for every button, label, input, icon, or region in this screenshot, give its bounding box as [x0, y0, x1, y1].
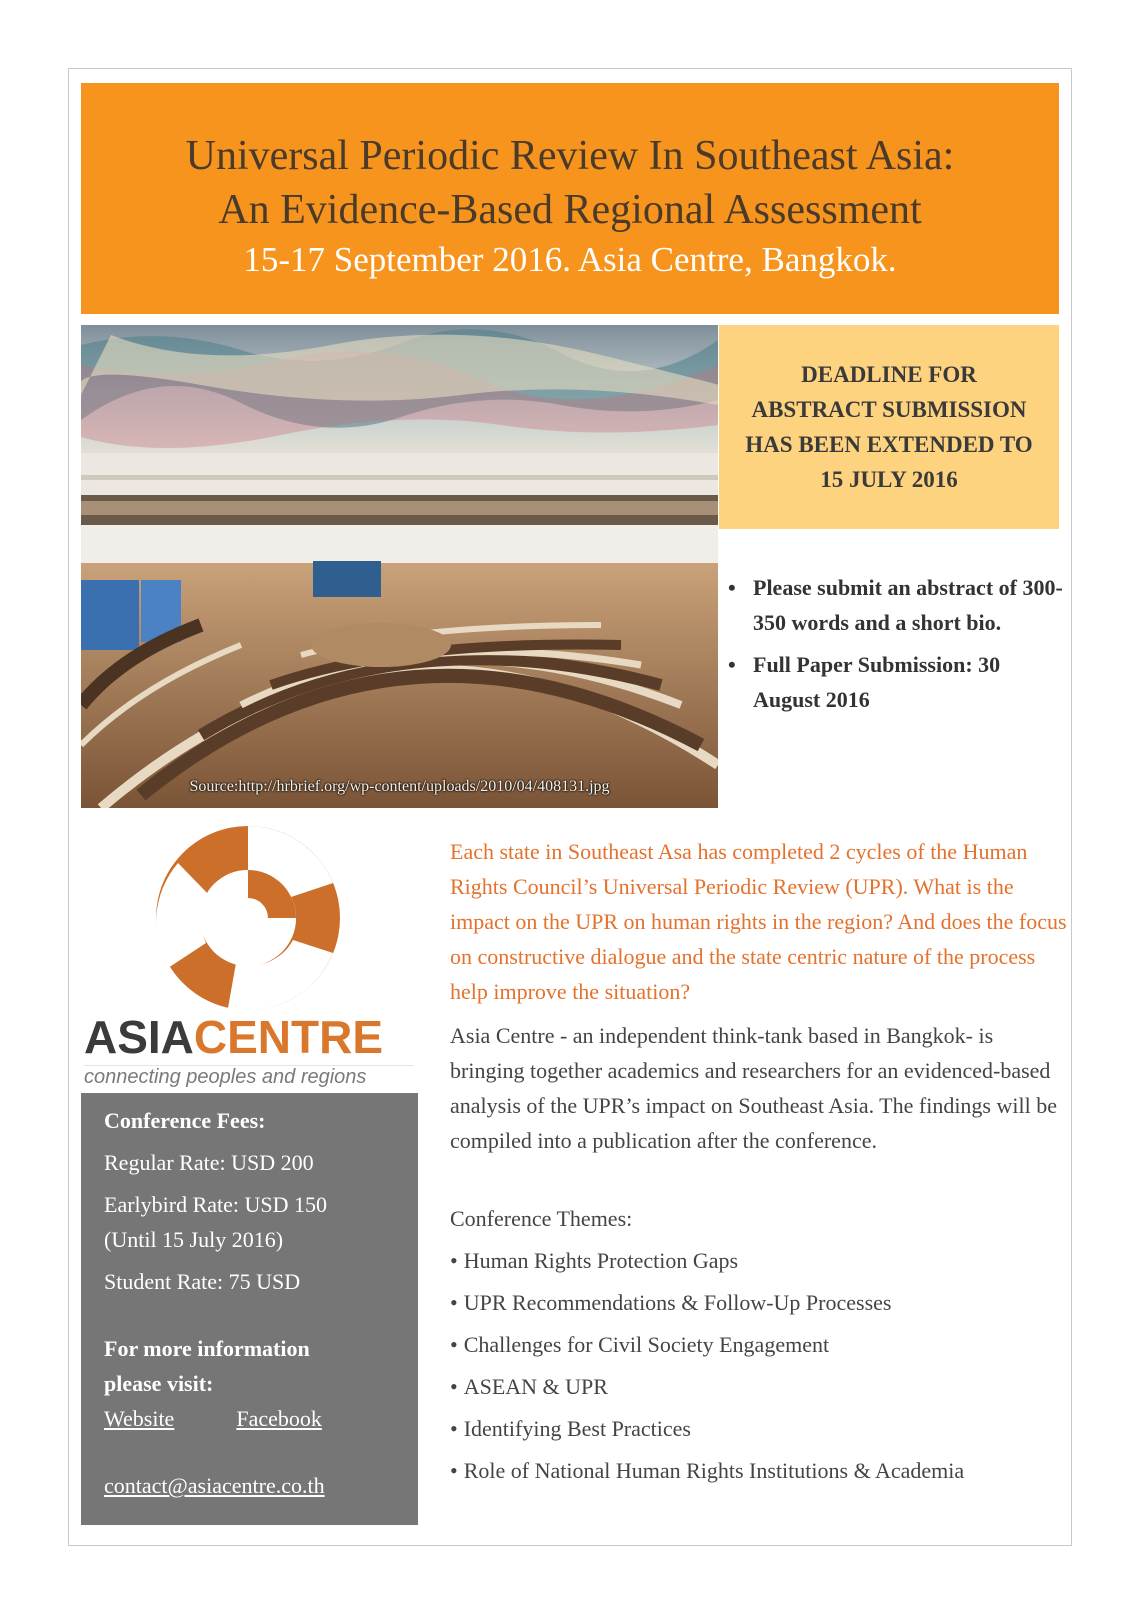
info-heading-line-2: please visit:: [104, 1371, 214, 1396]
submission-full-paper: Full Paper Submission: 30 August 2016: [753, 652, 1001, 712]
bullet-icon: •: [450, 1458, 458, 1483]
logo-tagline: connecting peoples and regions: [84, 1065, 414, 1089]
conference-fees-panel: [81, 1093, 418, 1525]
themes-heading: Conference Themes:: [450, 1206, 633, 1231]
earlybird-note: (Until 15 July 2016): [104, 1227, 284, 1252]
bullet-icon: •: [450, 1374, 458, 1399]
theme-item: UPR Recommendations & Follow-Up Processes: [463, 1290, 892, 1315]
list-item: [450, 1369, 1070, 1404]
deadline-line-1: DEADLINE FOR: [801, 362, 977, 387]
list-item: [723, 570, 1063, 640]
contact-line: [104, 1468, 418, 1503]
logo-wordmark: [84, 1011, 414, 1063]
assembly-hall-illustration: [81, 325, 718, 808]
title-line-1: Universal Periodic Review In Southeast Asia:: [185, 133, 955, 179]
bullet-icon: •: [450, 1290, 458, 1315]
submission-abstract: Please submit an abstract of 300-350 words and a short bio.: [753, 575, 1063, 635]
list-item: [450, 1243, 1070, 1278]
bullet-icon: •: [450, 1332, 458, 1357]
themes-list: [450, 1243, 1070, 1495]
deadline-line-4: 15 JULY 2016: [820, 467, 958, 492]
theme-item: Human Rights Protection Gaps: [463, 1248, 739, 1273]
title-line-2: An Evidence-Based Regional Assessment: [218, 187, 922, 233]
header-banner: [81, 83, 1059, 314]
assembly-hall-photo: [81, 325, 718, 808]
deadline-line-3: HAS BEEN EXTENDED TO: [745, 432, 1033, 457]
submission-list: [723, 570, 1063, 724]
website-link[interactable]: Website: [104, 1406, 175, 1431]
info-heading-line-1: For more information: [104, 1336, 310, 1361]
list-item: [450, 1453, 1070, 1488]
info-links: [104, 1401, 418, 1436]
bullet-icon: •: [728, 652, 736, 677]
asia-centre-logo-icon: [148, 818, 348, 1018]
theme-item: Identifying Best Practices: [463, 1416, 691, 1441]
theme-item: Challenges for Civil Society Engagement: [463, 1332, 830, 1357]
about-paragraph: Asia Centre - an independent think-tank based in Bangkok- is bringing together academics and researchers for an evidenced-based analysis of the UPR’s impact on Southeast Asia. The findings will be compiled into a publication after the conference.: [450, 1023, 1057, 1153]
bullet-icon: •: [728, 575, 736, 600]
regular-rate: Regular Rate: USD 200: [104, 1150, 314, 1175]
list-item: [723, 647, 1063, 717]
contact-email-link[interactable]: contact@asiacentre.co.th: [104, 1473, 325, 1498]
photo-source-caption: Source:http://hrbrief.org/wp-content/uploads/2010/04/408131.jpg: [189, 778, 610, 795]
earlybird-rate: Earlybird Rate: USD 150: [104, 1192, 328, 1217]
intro-paragraph: Each state in Southeast Asa has completed 2 cycles of the Human Rights Council’s Universal Periodic Review (UPR). What is the impact on the UPR on human rights in the region? And does the focus on constructive dialogue and the state centric nature of the process help improve the situation?: [450, 839, 1067, 1004]
facebook-link[interactable]: Facebook: [236, 1406, 322, 1431]
info-heading: [104, 1331, 418, 1401]
bullet-icon: •: [450, 1248, 458, 1273]
fees-heading: Conference Fees:: [104, 1108, 266, 1133]
logo-word-centre: CENTRE: [193, 1011, 384, 1063]
event-dates: 15-17 September 2016. Asia Centre, Bangkok.: [243, 240, 897, 279]
theme-item: ASEAN & UPR: [463, 1374, 608, 1399]
student-rate: Student Rate: 75 USD: [104, 1269, 301, 1294]
list-item: [450, 1411, 1070, 1446]
deadline-box: [719, 325, 1059, 529]
logo-word-asia: ASIA: [84, 1011, 194, 1063]
bullet-icon: •: [450, 1416, 458, 1441]
deadline-line-2: ABSTRACT SUBMISSION: [751, 397, 1027, 422]
theme-item: Role of National Human Rights Institutions & Academia: [463, 1458, 965, 1483]
list-item: [450, 1285, 1070, 1320]
list-item: [450, 1327, 1070, 1362]
